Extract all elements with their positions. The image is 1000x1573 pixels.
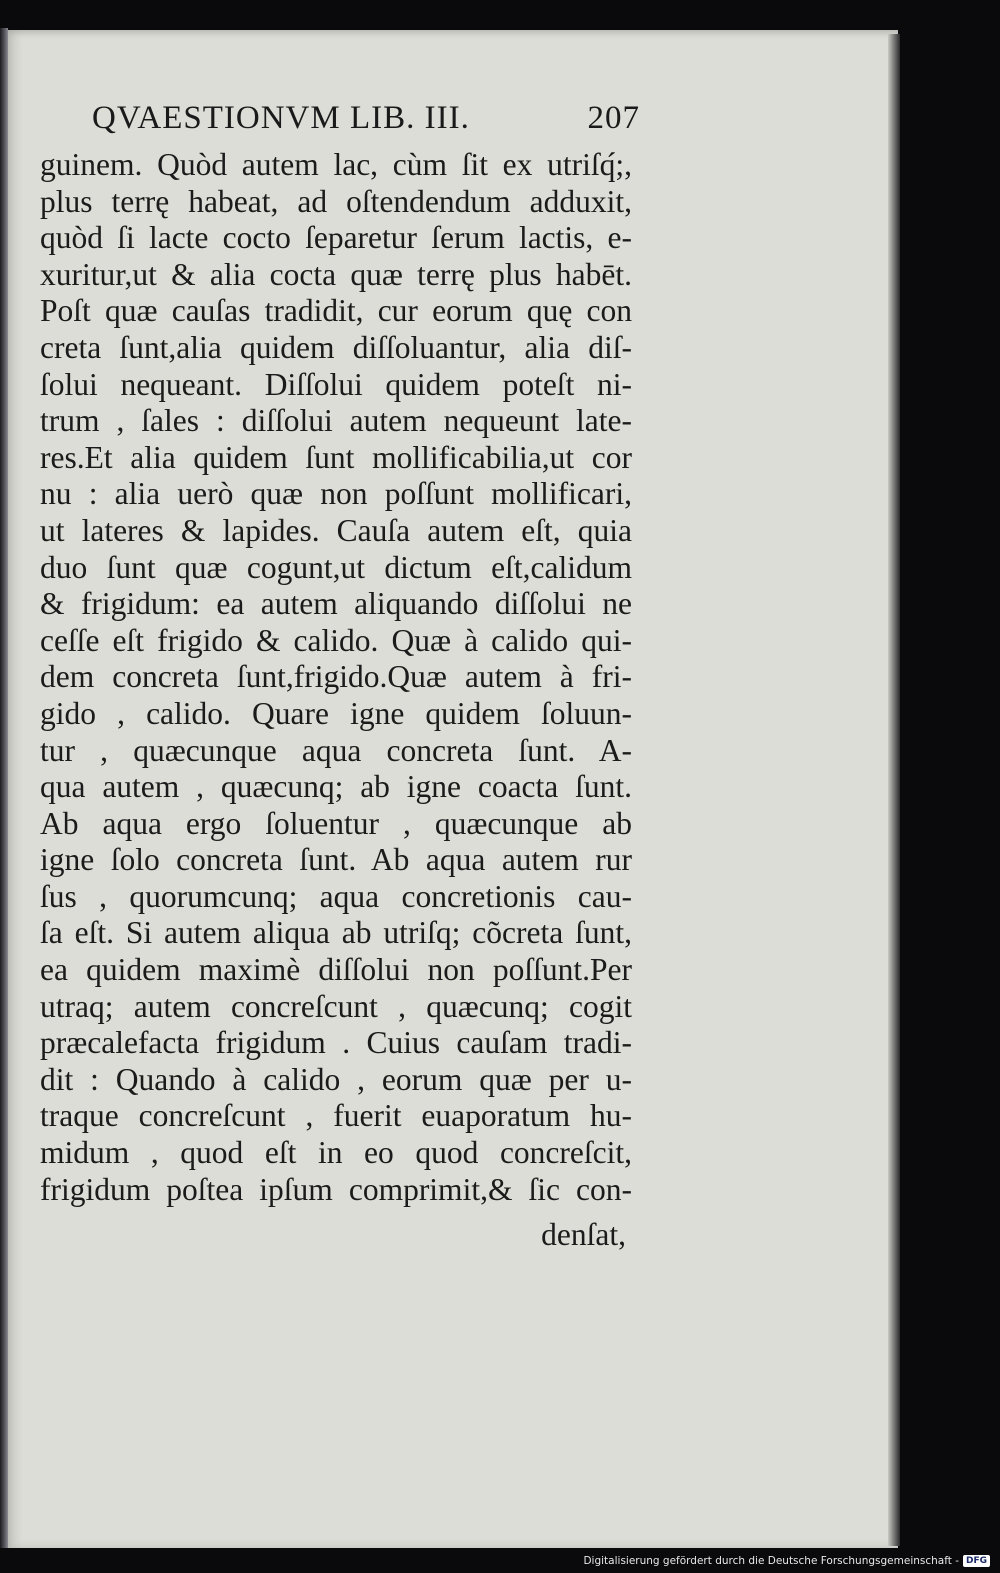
text-line: Ab aqua ergo ſoluentur , quæcunque ab — [40, 805, 632, 841]
catchword: denſat, — [541, 1217, 626, 1252]
text-line: præcalefacta frigidum . Cuius cauſam tradi- — [40, 1025, 632, 1061]
text-line: plus terrę habeat, ad oſtendendum adduxit, — [40, 183, 632, 219]
text-line: ceſſe eſt frigido & calido. Quæ à calido qui- — [40, 622, 632, 658]
text-line: ſus , quorumcunq; aqua concretionis cau- — [40, 878, 632, 914]
book-spine-edge — [0, 28, 8, 1548]
text-line: dit : Quando à calido , eorum quæ per u- — [40, 1061, 632, 1097]
text-line: dem concreta ſunt,frigido.Quæ autem à fri- — [40, 659, 632, 695]
text-line: frigidum poſtea ipſum comprimit,& ſic con- — [40, 1171, 632, 1207]
digitization-credit — [583, 1555, 990, 1567]
text-line: quòd ſi lacte cocto ſeparetur ſerum lactis, e- — [40, 220, 632, 256]
text-line: nu : alia uerò quæ non poſſunt mollificari, — [40, 476, 632, 512]
text-line: guinem. Quòd autem lac, cùm ſit ex utriſq́;, — [40, 147, 632, 182]
text-line: ut lateres & lapides. Cauſa autem eſt, quia — [40, 512, 632, 548]
text-line: creta ſunt,alia quidem diſſoluantur, alia diſ- — [40, 329, 632, 365]
text-line: midum , quod eſt in eo quod concreſcit, — [40, 1135, 632, 1171]
text-line: ea quidem maximè diſſolui non poſſunt.Per — [40, 952, 632, 988]
text-line: trum , ſales : diſſolui autem nequeunt late- — [40, 403, 632, 439]
text-line: ſolui nequeant. Diſſolui quidem poteſt ni- — [40, 366, 632, 402]
running-title: QVAESTIONVM LIB. III. — [92, 100, 470, 136]
text-line: traque concreſcunt , fuerit euaporatum hu- — [40, 1098, 632, 1134]
credit-text: Digitalisierung gefördert durch die Deutsche Forschungsgemeinschaft - — [583, 1555, 959, 1567]
running-head — [92, 100, 640, 144]
text-line: & frigidum: ea autem aliquando diſſolui ne — [40, 586, 632, 622]
page-fore-edge — [888, 34, 900, 1546]
text-line: xuritur,ut & alia cocta quæ terrę plus habēt. — [40, 256, 632, 292]
text-line: tur , quæcunque aqua concreta ſunt. A- — [40, 732, 632, 768]
text-line: igne ſolo concreta ſunt. Ab aqua autem rur — [40, 842, 632, 878]
page-number: 207 — [587, 100, 640, 136]
dfg-logo: DFG — [963, 1555, 990, 1567]
body-text — [40, 147, 632, 1208]
text-line: gido , calido. Quare igne quidem ſoluun- — [40, 695, 632, 731]
text-line: duo ſunt quæ cogunt,ut dictum eſt,calidum — [40, 549, 632, 585]
text-line: qua autem , quæcunq; ab igne coacta ſunt. — [40, 769, 632, 805]
text-line: ſa eſt. Si autem aliqua ab utriſq; cõcreta ſunt, — [40, 915, 632, 951]
text-line: utraq; autem concreſcunt , quæcunq; cogit — [40, 988, 632, 1024]
text-line: res.Et alia quidem ſunt mollificabilia,ut cor — [40, 439, 632, 475]
text-line: Poſt quæ cauſas tradidit, cur eorum quę con — [40, 293, 632, 329]
